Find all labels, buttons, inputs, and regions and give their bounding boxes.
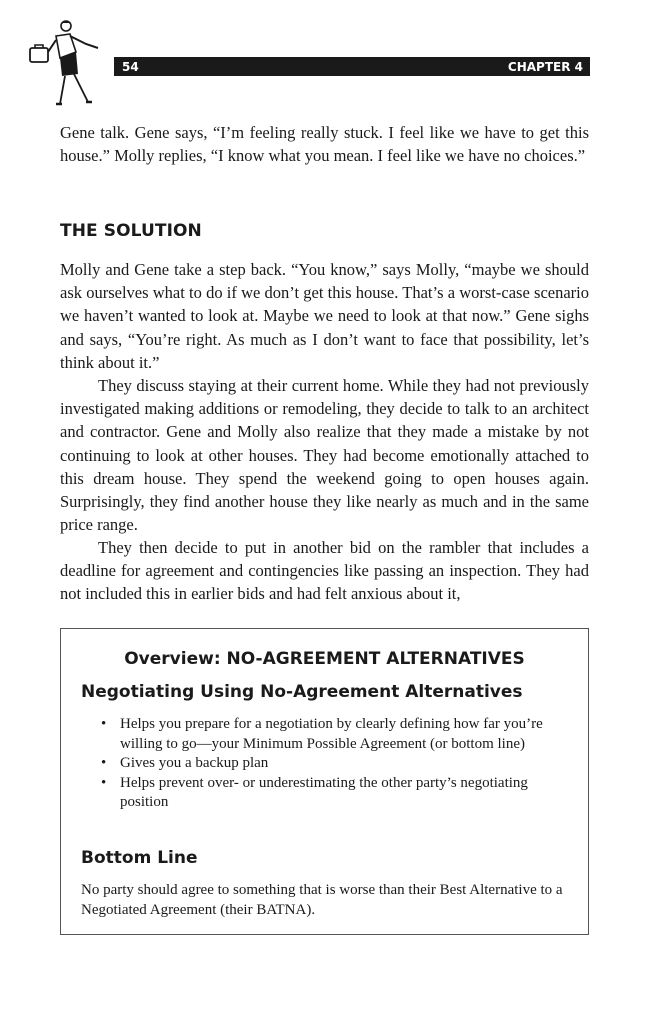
chapter-label: CHAPTER 4 — [507, 59, 583, 74]
businesswoman-with-briefcase-icon — [26, 18, 106, 108]
body-paragraph: They then decide to put in another bid on the rambler that includes a deadline for agreement and contingencies like passing an inspection. They had not included this in earlier bids and had felt anxious about it, — [60, 538, 589, 604]
list-item — [81, 715, 576, 754]
body-paragraph: Molly and Gene take a step back. “You know,” says Molly, “maybe we should ask ourselves what to do if we don’t get this house. That’s a worst-case scenario we haven’t wanted to look at. Maybe we need to look at that now.” Gene sighs and says, “You’re right. As much as I don’t want to face that possibility, let’s think about it.” — [60, 260, 589, 372]
body-paragraph: They discuss staying at their current home. While they had not previously investigated making additions or remodeling, they decide to talk to an architect and contractor. Gene and Molly also realize that they made a mistake by not continuing to look at other houses. They had become emotionally attached to this dream house. They spend the weekend going to open houses again. Surprisingly, they find another house they like nearly as much and in the same price range. — [60, 376, 589, 535]
running-header — [114, 57, 590, 76]
list-item-text: Helps you prepare for a negotiation by clearly defining how far you’re willing to go—your Minimum Possible Agreement (or bottom line) — [120, 716, 543, 752]
list-item — [81, 754, 576, 774]
bullet-glyph: • — [101, 755, 107, 772]
page-number: 54 — [122, 59, 139, 74]
intro-paragraph: Gene talk. Gene says, “I’m feeling really stuck. I feel like we have to get this house.” Molly replies, “I know what you mean. I feel like we have no choices.” — [60, 123, 589, 166]
list-item — [81, 774, 576, 813]
bottom-line-heading: Bottom Line — [81, 848, 198, 868]
overview-bullet-list — [81, 715, 576, 813]
list-item-text: Helps prevent over- or underestimating the other party’s negotiating position — [120, 774, 528, 811]
bullet-glyph: • — [101, 774, 107, 791]
list-item-text: Gives you a backup plan — [120, 755, 269, 772]
bottom-line-text: No party should agree to something that is worse than their Best Alternative to a Negotiated Agreement (their BATNA). — [81, 882, 563, 918]
bullet-glyph: • — [101, 716, 107, 732]
section-heading: THE SOLUTION — [60, 221, 202, 241]
overview-title: Overview: NO-AGREEMENT ALTERNATIVES — [124, 649, 525, 669]
overview-subheading: Negotiating Using No-Agreement Alternatives — [81, 682, 523, 702]
overview-box — [60, 628, 589, 935]
